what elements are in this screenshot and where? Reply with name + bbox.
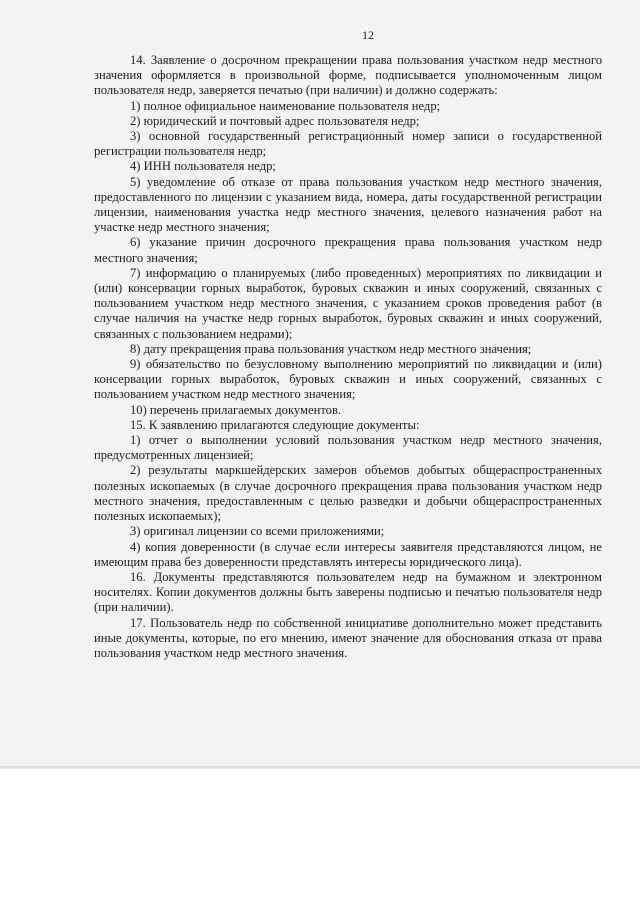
list-item-14-8: 8) дату прекращения права пользования участком недр местного значения; [130,341,532,356]
document-body [94,53,602,661]
paragraph-16: 16. Документы представляются пользователем недр на бумажном и электронном носителях. Копии документов должны быть заверены подписью и печатью пользователя недр (при наличии). [94,569,602,615]
list-item-14-3: 3) основной государственный регистрационный номер записи о государственной регистрации пользователя недр; [94,129,602,159]
list-item-14-10: 10) перечень прилагаемых документов. [130,402,342,417]
paragraph-14: 14. Заявление о досрочном прекращении права пользования участком недр местного значения оформляется в произвольной форме, подписывается уполномоченным лицом пользователя недр, заверяется печатью (при наличии) и должно содержать: [94,53,602,98]
page-number: 12 [362,28,374,42]
list-item-15-4: 4) копия доверенности (в случае если интересы заявителя представляются лицом, не имеющим права без доверенности представлять интересы юридического лица). [94,539,602,569]
list-item-15-1: 1) отчет о выполнении условий пользования участком недр местного значения, предусмотренных лицензией; [94,433,602,463]
list-item-14-2: 2) юридический и почтовый адрес пользователя недр; [130,113,420,128]
blank-area [0,768,640,905]
scan-page-edge [0,766,640,769]
list-item-14-9: 9) обязательство по безусловному выполнению мероприятий по ликвидации и (или) консервации горных выработок, буровых скважин и иных сооружений, связанных с пользованием участком недр местного значения; [94,357,602,402]
paragraph-17: 17. Пользователь недр по собственной инициативе дополнительно может представить иные документы, которые, по его мнению, имеют значение для обоснования отказа от права пользования участком недр местного значения. [94,615,602,660]
list-item-15-3: 3) оригинал лицензии со всеми приложениями; [130,524,385,539]
list-item-14-7: 7) информацию о планируемых (либо проведенных) мероприятиях по ликвидации и (или) консервации горных выработок, буровых скважин и иных сооружений, связанных с пользованием участком недр местного значения, с указанием сроков проведения работ (в случае наличия на участке недр горных выработок, буровых скважин и иных сооружений, связанных с пользованием недрами); [94,265,602,341]
list-item-14-6: 6) указание причин досрочного прекращения права пользования участком недр местного значения; [94,235,602,265]
list-item-15-2: 2) результаты маркшейдерских замеров объемов добытых общераспространенных полезных ископаемых (в случае досрочного прекращения права пользования участком недр местного значения, предоставленным с целью разведки и добычи общераспространенных полезных ископаемых); [94,463,602,524]
list-item-14-1: 1) полное официальное наименование пользователя недр; [130,98,441,113]
paragraph-15: 15. К заявлению прилагаются следующие документы: [130,417,420,432]
list-item-14-5: 5) уведомление об отказе от права пользования участком недр местного значения, предоставленного по лицензии с указанием вида, номера, даты государственной регистрации лицензии, наименования участка недр местного значения, целевого назначения работ на участке недр местного значения; [94,174,602,235]
list-item-14-4: 4) ИНН пользователя недр; [130,159,276,174]
